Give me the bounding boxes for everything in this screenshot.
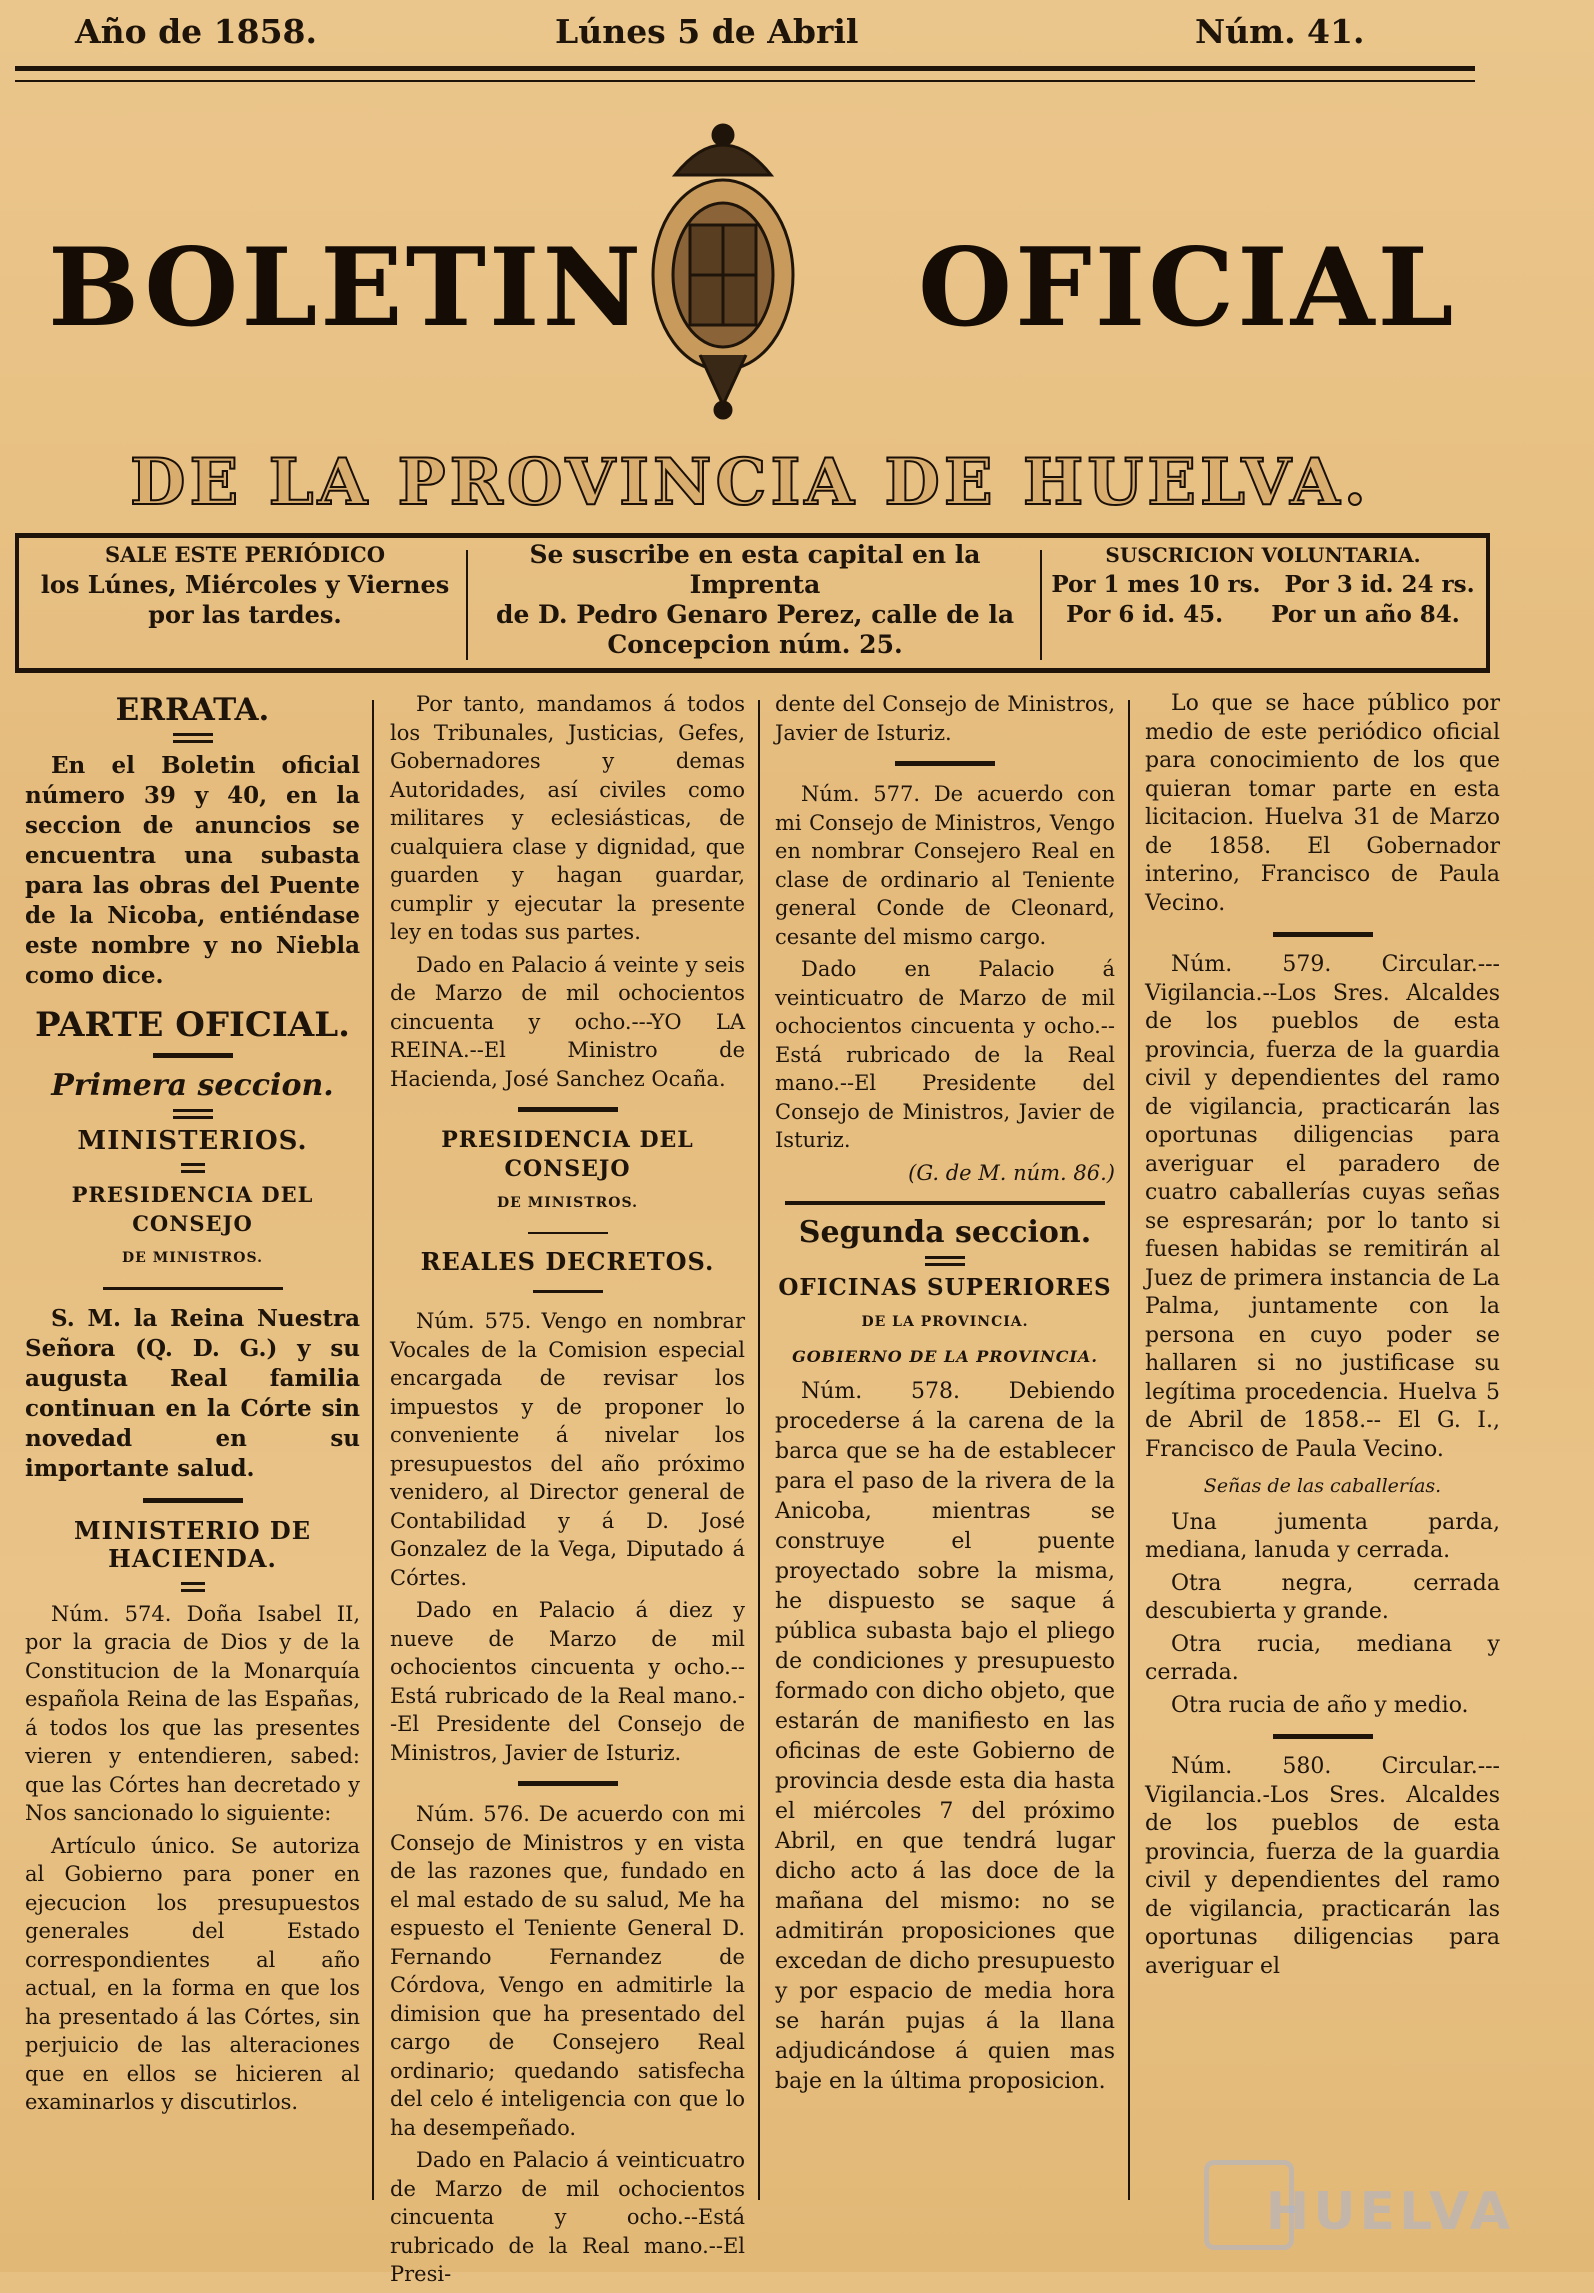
dado-3: Dado en Palacio á veinticuatro de Marzo de mil ochocientos cincuenta y ocho.--Está rubricado de la Real mano.--El Presi- — [390, 2148, 745, 2286]
box-left-line3: por las tardes. — [148, 600, 342, 629]
column-rule-1 — [372, 700, 374, 2200]
publico-notice: Lo que se hace público por medio de este periódico oficial para conocimiento de los que quieran tomar parte en esta licitacion. Huelva 31 de Marzo de 1858. El Gobernador interino, Francisco de Paula Vecino. — [1145, 691, 1500, 916]
masthead-left: BOLETIN — [48, 225, 645, 351]
decree-577: Núm. 577. De acuerdo con mi Consejo de Ministros, Vengo en nombrar Consejero Real en clase de ordinario al Teniente general Conde de Cleonard, cesante del mismo cargo. — [775, 782, 1115, 949]
royal-coat-of-arms-icon — [640, 105, 806, 425]
circular-580: Núm. 580. Circular.--- Vigilancia.-Los Sres. Alcaldes de los pueblos de esta provincia, fuerza de la guardia civil y dependientes del ramo de vigilancia, practicarán las oportunas diligencias para averiguar el — [1145, 1754, 1500, 1979]
de-ministros-label-2: DE MINISTROS. — [497, 1195, 638, 1211]
box-mid-line3: Concepcion núm. 25. — [607, 630, 903, 659]
column-4 — [1145, 690, 1500, 1985]
column-3 — [775, 690, 1115, 2101]
double-rule — [173, 733, 213, 743]
section-rule — [528, 1232, 608, 1234]
reina-notice: S. M. la Reina Nuestra Señora (Q. D. G.) y su augusta Real familia continuan en la Córte sin novedad en su importante salud. — [25, 1304, 360, 1482]
section-rule — [785, 1201, 1105, 1205]
gobierno-label: GOBIERNO DE LA PROVINCIA. — [792, 1346, 1098, 1366]
watermark-text: HUELVA — [1265, 2182, 1514, 2242]
subscription-prices — [1048, 540, 1478, 668]
top-rule-thin — [15, 80, 1475, 82]
box-left-line2: los Lúnes, Miércoles y Viernes — [40, 570, 450, 599]
issue-number: Núm. 41. — [1195, 12, 1365, 51]
year-label: Año de 1858. — [75, 12, 317, 51]
hacienda-heading: MINISTERIO DE HACIENDA. — [74, 1515, 311, 1573]
ornament-rule — [153, 1053, 233, 1058]
section-rule — [103, 1287, 283, 1290]
section-rule — [143, 1498, 243, 1503]
box-right-row1: Por 1 mes 10 rs. Por 3 id. 24 rs. — [1051, 571, 1475, 598]
box-mid-line1: Se suscribe en esta capital en la Imprenta — [529, 540, 981, 599]
presidencia-heading-2: PRESIDENCIA DEL CONSEJO — [441, 1127, 694, 1182]
subscription-address — [475, 540, 1035, 668]
sena-1: Una jumenta parda, mediana, lanuda y cerrada. — [1145, 1509, 1500, 1563]
dado-4: Dado en Palacio á veinticuatro de Marzo de mil ochocientos cincuenta y ocho.--Está rubricado de la Real mano.--El Presidente del Consejo de Ministros, Javier de Isturiz. — [775, 957, 1115, 1152]
box-right-edge — [1486, 533, 1490, 673]
ministerios-heading: MINISTERIOS. — [77, 1125, 308, 1156]
senas-heading: Señas de las caballerías. — [1203, 1475, 1442, 1497]
de-la-provincia-label: DE LA PROVINCIA. — [861, 1314, 1029, 1330]
primera-seccion-heading: Primera seccion. — [51, 1068, 334, 1103]
articulo-unico: Artículo único. Se autoriza al Gobierno para poner en ejecucion los presupuestos generales del Estado correspondientes al año actual, en la forma en que los ha presentado á las Córtes, sin perjuicio de las alteraciones que en ellos se hicieren al examinarlos y discutirlos. — [25, 1833, 360, 2114]
sena-3: Otra rucia, mediana y cerrada. — [1145, 1631, 1500, 1685]
masthead-right: OFICIAL — [918, 225, 1457, 351]
gaceta-reference: (G. de M. núm. 86.) — [908, 1160, 1115, 1185]
dado-2: Dado en Palacio á diez y nueve de Marzo de mil ochocientos cincuenta y ocho.--Está rubricado de la Real mano.--El Presidente del Consejo de Ministros, Javier de Isturiz. — [390, 1598, 745, 1765]
decree-578: Núm. 578. Debiendo procederse á la carena de la barca que se ha de establecer para el paso de la rivera de la Anicoba, mientras se construye el puente proyectado sobre la misma, he dispuesto se saque á pública subasta bajo el pliego de condiciones y presupuesto formado con dicho objeto, que estarán de manifiesto en las oficinas de este Gobierno de provincia desde esta dia hasta el miércoles 7 del próximo Abril, en que tendrá lugar dicho acto á las doce de la mañana del mismo: no se admitirán proposiciones que excedan de dicho presupuesto y por espacio de media hora se harán pujas á la llana adjudicándose á quien mas baje en la última proposicion. — [775, 1379, 1115, 2094]
publication-days — [25, 540, 465, 668]
top-rule — [15, 66, 1475, 71]
sena-4: Otra rucia de año y medio. — [1171, 1692, 1469, 1718]
oficinas-heading: OFICINAS SUPERIORES — [778, 1273, 1112, 1301]
section-rule — [1273, 1734, 1373, 1739]
double-rule — [173, 1109, 213, 1119]
column-1 — [25, 690, 360, 2121]
box-right-title: SUSCRICION VOLUNTARIA. — [1105, 543, 1421, 567]
box-right-row2: Por 6 id. 45. Por un año 84. — [1066, 601, 1460, 628]
sena-2: Otra negra, cerrada descubierta y grande. — [1145, 1570, 1500, 1624]
box-divider-1 — [466, 550, 468, 660]
decree-575: Núm. 575. Vengo en nombrar Vocales de la Comision especial encargada de revisar los impuestos y de proponer lo conveniente á nivelar los presupuestos del año próximo venidero, al Director general de Contabilidad y á D. José Gonzalez de la Vega, Diputado á Córtes. — [390, 1309, 745, 1590]
decree-574: Núm. 574. Doña Isabel II, por la gracia de Dios y de la Constitucion de la Monarquía española Reina de las Españas, á todos los que las presentes vieren y entendieren, sabed: que las Córtes han decretado y Nos sancionado lo siguiente: — [25, 1601, 360, 1825]
segunda-seccion-heading: Segunda seccion. — [798, 1215, 1092, 1250]
double-rule — [925, 1256, 965, 1266]
section-rule — [518, 1781, 618, 1786]
box-top-rule — [15, 533, 1490, 538]
errata-heading: ERRATA. — [115, 692, 270, 728]
box-left-line1: SALE ESTE PERIÓDICO — [104, 542, 386, 567]
column-2 — [390, 690, 745, 2293]
box-bottom-rule — [15, 668, 1490, 673]
reales-decretos-heading: REALES DECRETOS. — [420, 1246, 715, 1276]
double-rule — [181, 1163, 205, 1173]
de-ministros-label: DE MINISTROS. — [122, 1250, 263, 1266]
section-rule — [518, 1107, 618, 1112]
column-rule-2 — [758, 700, 760, 2200]
box-left-edge — [15, 533, 19, 673]
box-mid-line2: de D. Pedro Genaro Perez, calle de la — [495, 600, 1015, 629]
errata-text: En el Boletin oficial número 39 y 40, en la seccion de anuncios se encuentra una subasta para las obras del Puente de la Nicoba, entiéndase este nombre y no Niebla como dice. — [25, 751, 360, 989]
decree-576: Núm. 576. De acuerdo con mi Consejo de Ministros y en vista de las razones que, fundado en el mal estado de su salud, Me ha espuesto el Teniente General D. Fernando Fernandez de Córdova, Vengo en admitirle la dimision que ha presentado del cargo de Consejero Real ordinario; quedando satisfecha del celo é inteligencia con que lo ha desempeñado. — [390, 1802, 745, 2140]
dado-1: Dado en Palacio á veinte y seis de Marzo de mil ochocientos cincuenta y ocho.---YO LA REINA.--El Ministro de Hacienda, José Sanchez Ocaña. — [390, 952, 745, 1091]
presidencia-heading: PRESIDENCIA DEL CONSEJO — [71, 1182, 314, 1236]
section-rule — [1273, 932, 1373, 937]
box-divider-2 — [1040, 550, 1042, 660]
column-rule-3 — [1128, 700, 1130, 2200]
date-label: Lúnes 5 de Abril — [555, 12, 859, 51]
circular-579: Núm. 579. Circular.--- Vigilancia.--Los Sres. Alcaldes de los pueblos de esta provincia, fuerza de la guardia civil y dependientes del ramo de vigilancia, practicarán las oportunas diligencias para averiguar el paradero de cuatro caballerías cuyas señas se espresarán; por lo tanto si fuesen habidas se remitirán al Juez de primera instancia de La Palma, juntamente con la persona en cuyo poder se hallaren si no justificase su legítima procedencia. Huelva 5 de Abril de 1858.-- El G. I., Francisco de Paula Vecino. — [1145, 952, 1500, 1462]
parte-oficial-heading: PARTE OFICIAL. — [35, 1004, 350, 1045]
double-rule — [181, 1582, 205, 1592]
por-tanto-text: Por tanto, mandamos á todos los Tribunales, Justicias, Gefes, Gobernadores y demas Autoridades, así civiles como militares y eclesiásticas, de cualquiera clase y dignidad, que guarden y hagan guardar, cumplir y ejecutar la presente ley en todas sus partes. — [390, 692, 745, 944]
section-rule — [895, 761, 995, 766]
decree-continued: dente del Consejo de Ministros, Javier de Isturiz. — [775, 692, 1115, 745]
section-rule — [533, 1290, 603, 1293]
masthead-subtitle: DE LA PROVINCIA DE HUELVA. — [130, 445, 1370, 520]
